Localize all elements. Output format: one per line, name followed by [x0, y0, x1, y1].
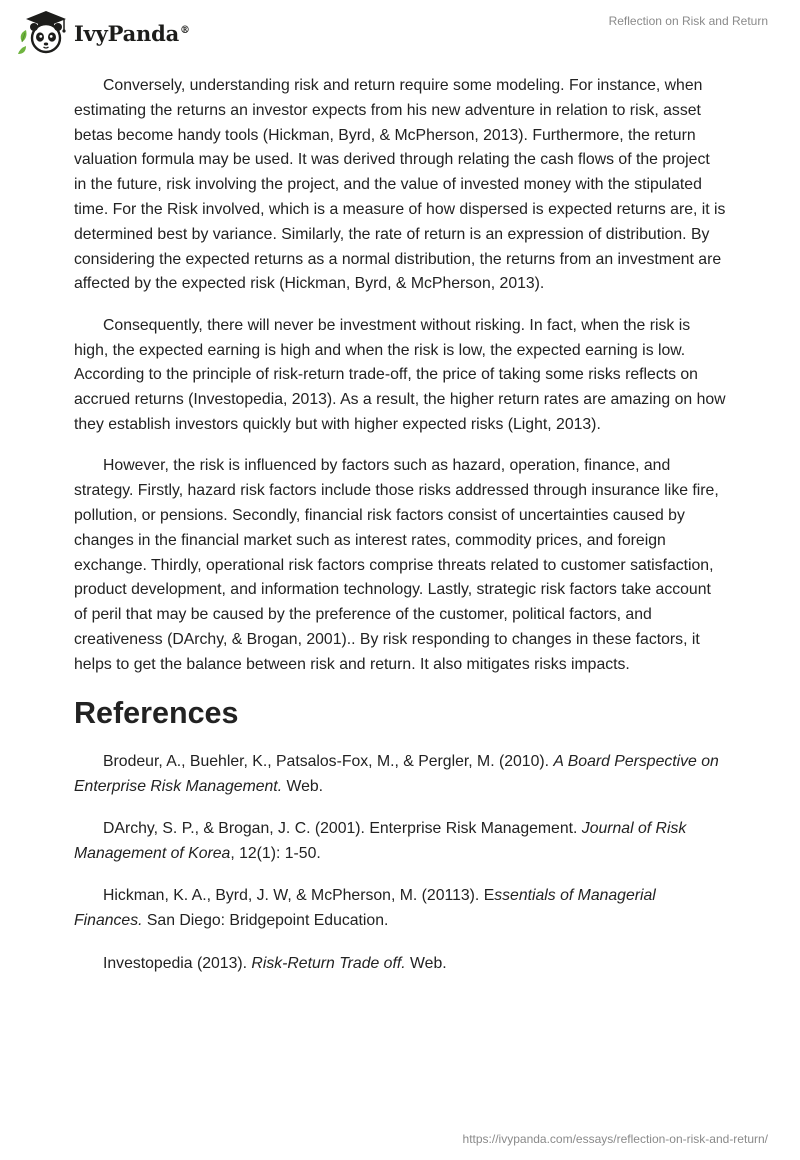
reference-item: Brodeur, A., Buehler, K., Patsalos-Fox, M., & Pergler, M. (2010). A Board Perspective on Enterprise Risk Management. Web.	[74, 753, 719, 795]
brand-name: IvyPanda®	[74, 20, 190, 46]
page-header	[0, 0, 800, 60]
reference-item: Hickman, K. A., Byrd, J. W, & McPherson, M. (20113). Essentials of Managerial Finances. San Diego: Bridgepoint Education.	[74, 887, 656, 930]
reference-item: Investopedia (2013). Risk-Return Trade off. Web.	[103, 954, 447, 972]
source-url[interactable]: https://ivypanda.com/essays/reflection-on-risk-and-return/	[462, 1132, 768, 1146]
body-paragraph: Conversely, understanding risk and return require some modeling. For instance, when estimating the returns an investor expects from his new adventure in relation to risk, asset betas become handy tools (Hickman, Byrd, & McPherson, 2013). Furthermore, the return valuation formula may be used. It was derived through relating the cash flows of the project in the future, risk involving the project, and the value of invested money with the stipulated time. For the Risk involved, which is a measure of how dispersed is expected returns are, it is determined best by variance. Similarly, the rate of return is an expression of distribution. By considering the expected returns as a normal distribution, the returns from an investment are affected by the expected risk (Hickman, Byrd, & McPherson, 2013).	[74, 77, 726, 293]
ivypanda-logo[interactable]	[14, 8, 190, 56]
body-paragraph: However, the risk is influenced by factors such as hazard, operation, finance, and strategy. Firstly, hazard risk factors include those risks addressed through insurance like fire, pollution, or pensions. Secondly, financial risk factors consist of uncertainties caused by changes in the financial market such as interest rates, commodity prices, and foreign exchange. Thirdly, operational risk factors comprise threats related to customer satisfaction, product development, and information technology. Lastly, strategic risk factors take account of peril that may be caused by the preference of the customer, political factors, and creativeness (DArchy, & Brogan, 2001).. By risk responding to changes in these factors, it helps to get the balance between risk and return. It also mitigates risks impacts.	[74, 457, 719, 673]
reference-item: DArchy, S. P., & Brogan, J. C. (2001). Enterprise Risk Management. Journal of Risk Management of Korea, 12(1): 1-50.	[74, 820, 687, 863]
references-heading: References	[74, 696, 239, 731]
essay-content	[74, 74, 726, 994]
body-paragraph: Consequently, there will never be investment without risking. In fact, when the risk is high, the expected earning is high and when the risk is low, the expected earning is low. According to the principle of risk-return trade-off, the price of taking some risks reflects on accrued returns (Investopedia, 2013). As a result, the higher return rates are amazing on how they establish investors quickly but with higher expected risks (Light, 2013).	[74, 316, 726, 433]
panda-graduate-icon	[14, 8, 70, 56]
running-title: Reflection on Risk and Return	[608, 14, 768, 28]
